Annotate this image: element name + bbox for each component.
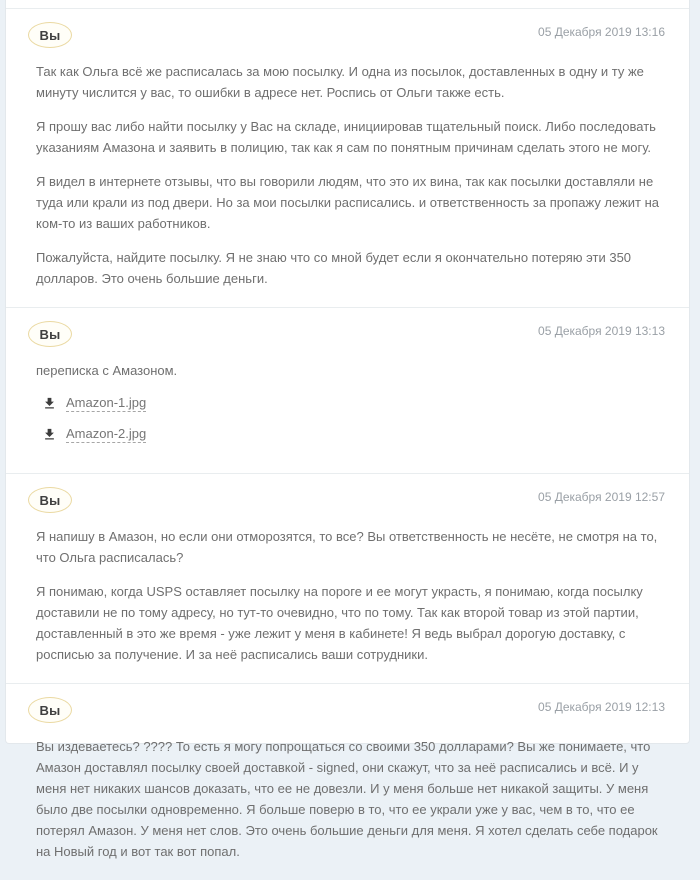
- message-header: [28, 22, 665, 48]
- message-body: [28, 513, 665, 665]
- message-timestamp: 05 Декабря 2019 13:16: [538, 25, 665, 39]
- avatar: [28, 321, 72, 347]
- message-header: [28, 697, 665, 723]
- attachment-item[interactable]: [42, 395, 146, 412]
- message-list: [6, 8, 689, 880]
- avatar: [28, 487, 72, 513]
- message-paragraph: Я напишу в Амазон, но если они отморозятся, то все? Вы ответственность не несёте, не смотря на то, что Ольга расписалась?: [36, 529, 658, 565]
- message-header: [28, 321, 665, 347]
- message-card: [6, 473, 689, 683]
- attachment-filename[interactable]: Amazon-2.jpg: [66, 426, 147, 441]
- message-paragraph: переписка с Амазоном.: [36, 363, 178, 378]
- avatar-label: Вы: [39, 492, 61, 508]
- conversation-panel: [5, 0, 690, 859]
- avatar-label: Вы: [39, 702, 61, 718]
- message-body: [28, 48, 665, 289]
- message-paragraph: Я прошу вас либо найти посылку у Вас на складе, инициировав тщательный поиск. Либо последовать указаниям Амазона и заявить в полицию, так как я сам по понятным причинам сделать этого не могу.: [36, 119, 656, 155]
- avatar-label: Вы: [39, 326, 61, 342]
- message-card: [6, 307, 689, 473]
- message-card: [6, 683, 689, 880]
- attachment-list: [28, 385, 665, 459]
- message-body: [28, 723, 665, 862]
- message-timestamp: 05 Декабря 2019 13:13: [538, 324, 665, 338]
- avatar: [28, 697, 72, 723]
- message-paragraph: Я видел в интернете отзывы, что вы говорили людям, что это их вина, так как посылки доставляли не туда или крали из под двери. Но за мои посылки расписались. и ответственность за пропажу лежит на ком-то из ваших работников.: [36, 174, 660, 231]
- message-paragraph: Пожалуйста, найдите посылку. Я не знаю что со мной будет если я окончательно потеряю эти 350 долларов. Это очень большие деньги.: [36, 250, 632, 286]
- message-header: [28, 487, 665, 513]
- message-card: [6, 8, 689, 307]
- message-body: [28, 347, 665, 381]
- previous-message-edge: [6, 0, 689, 8]
- avatar: [28, 22, 72, 48]
- avatar-label: Вы: [39, 27, 61, 43]
- attachment-item[interactable]: [42, 426, 146, 443]
- download-icon: [42, 396, 57, 411]
- message-paragraph: Вы издеваетесь? ???? То есть я могу попрощаться со своими 350 долларами? Вы же понимаете, что Амазон доставлял посылку своей доставкой - signed, они скажут, что за неё расписались и всё. И у меня нет никаких шансов доказать, что ее не довезли. И у меня больше нет никакой защиты. У меня было две посылки одновременно. Я больше поверю в то, что ее украли уже у вас, чем в то, что ее потерял Амазон. У меня нет слов. Это очень большие деньги для меня. Я хотел сделать себе подарок на Новый год и вот так вот попал.: [36, 739, 658, 859]
- message-timestamp: 05 Декабря 2019 12:13: [538, 700, 665, 714]
- download-icon: [42, 427, 57, 442]
- attachment-filename[interactable]: Amazon-1.jpg: [66, 395, 147, 410]
- message-paragraph: Так как Ольга всё же расписалась за мою посылку. И одна из посылок, доставленных в одну и ту же минуту числится у вас, то ошибки в адресе нет. Роспись от Ольги также есть.: [36, 64, 644, 100]
- message-timestamp: 05 Декабря 2019 12:57: [538, 490, 665, 504]
- message-paragraph: Я понимаю, когда USPS оставляет посылку на пороге и ее могут украсть, я понимаю, когда посылку доставили не по тому адресу, но тут-то очевидно, что по тому. Так как второй товар из этой партии, доставленный в это же время - уже лежит у меня в кабинете! Я ведь выбрал дорогую доставку, с росписью за получение. И за неё расписались ваши сотрудники.: [36, 584, 643, 662]
